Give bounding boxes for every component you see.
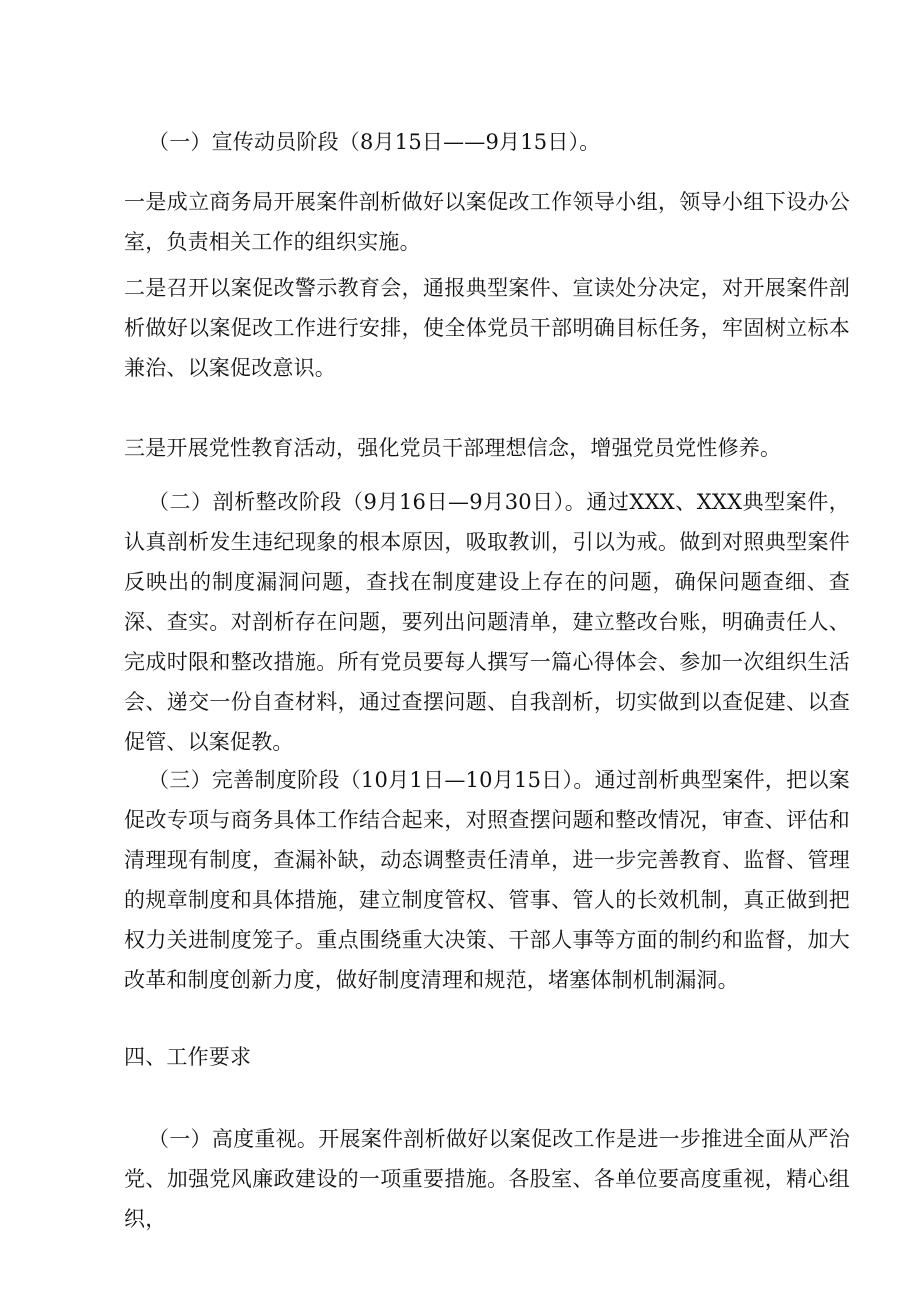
paragraph-item-3: 三是开展党性教育活动，强化党员干部理想信念，增强党员党性修养。 — [124, 436, 782, 460]
section-heading-work-requirements: 四、工作要求 — [124, 1045, 252, 1069]
paragraph-stage-2: （二）剖析整改阶段（9月16日—9月30日）。通过XXX、XXX典型案件，认真剖析发生违纪现象的根本原因，吸取教训，引以为戒。做到对照典型案件反映出的制度漏洞问题，查找在制度建设上存在的问题，确保问题查细、查深、查实。对剖析存在问题，要列出问题清单，建立整改台账，明确责任人、完成时限和整改措施。所有党员要每人撰写一篇心得体会、参加一次组织生活会、递交一份自查材料，通过查摆问题、自我剖析，切实做到以查促建、以查促管、以案促教。 — [124, 490, 850, 754]
paragraph-stage-3: （三）完善制度阶段（10月1日—10月15日）。通过剖析典型案件，把以案促改专项与商务具体工作结合起来，对照查摆问题和整改情况，审查、评估和清理现有制度，查漏补缺，动态调整责任清单，进一步完善教育、监督、管理的规章制度和具体措施，建立制度管权、管事、管人的长效机制，真正做到把权力关进制度笼子。重点围绕重大决策、干部人事等方面的制约和监督，加大改革和制度创新力度，做好制度清理和规范，堵塞体制机制漏洞。 — [124, 768, 850, 992]
paragraph-item-1: 一是成立商务局开展案件剖析做好以案促改工作领导小组，领导小组下设办公室，负责相关工作的组织实施。 — [124, 190, 850, 254]
paragraph-item-2: 二是召开以案促改警示教育会，通报典型案件、宣读处分决定，对开展案件剖析做好以案促改工作进行安排，使全体党员干部明确目标任务，牢固树立标本兼治、以案促改意识。 — [124, 276, 850, 380]
paragraph-requirement-1: （一）高度重视。开展案件剖析做好以案促改工作是进一步推进全面从严治党、加强党风廉政建设的一项重要措施。各股室、各单位要高度重视，精心组织， — [124, 1127, 850, 1231]
paragraph-stage-1-heading: （一）宣传动员阶段（8月15日——9月15日）。 — [148, 130, 601, 154]
